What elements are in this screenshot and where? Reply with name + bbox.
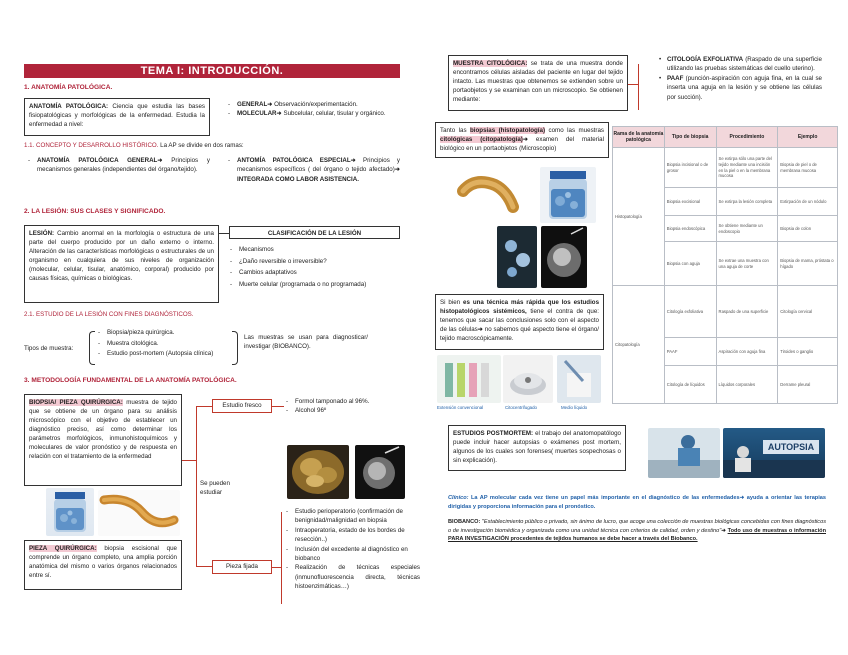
- centrifuge-icon: [503, 355, 553, 403]
- specimen-icon: [98, 490, 180, 536]
- table-row: Biopsia con aguja Se extrae una muestra con una aguja de corte Biopsia de mama, próstata o hígado: [613, 242, 838, 286]
- branch-especial: [228, 156, 400, 184]
- autopsia-photo: [723, 428, 825, 478]
- specimen-icon: [455, 167, 521, 219]
- table-header-row: [613, 127, 838, 148]
- section-1-1-title: 1.1. CONCEPTO Y DESARROLLO HISTÓRICO. La AP se divide en dos ramas:: [24, 142, 244, 149]
- table-row: Biopsia endoscópica Se obtiene mediante un endoscopio Biopsia de colon: [613, 216, 838, 242]
- specimen-jar-icon: [46, 488, 94, 536]
- list-item: - Alcohol 96º: [286, 406, 406, 415]
- biopsy-specimen-photo: [455, 167, 521, 219]
- fijada-list: [286, 507, 420, 592]
- clinico-text: Clínico: La AP molecular cada vez tiene un papel más importante en el diagnóstico de las enfermedades➜ ayuda a orientar las terapias dirigidas y proporciona información para el pronóstico.: [448, 495, 826, 510]
- list-item: - Estudio perioperatorio (confirmación de benignidad/malignidad en biopsia: [286, 507, 420, 526]
- cito-methods-list: [658, 55, 822, 102]
- definition-box: [24, 98, 210, 136]
- list-item: • PAAF (punción-aspiración con aguja fina, en la cual se inserta una aguja en la lesión y se obtiene las células por succión).: [658, 74, 822, 102]
- group-cell: Citopatología: [613, 286, 665, 404]
- column-header: Rama de la anatomía patológica: [613, 127, 665, 148]
- pieza-fijada-box: Pieza fijada: [212, 560, 272, 574]
- se-pueden-label: Se pueden estudiar: [200, 480, 230, 497]
- list-item: - Intraoperatoria, estado de los bordes de resección..): [286, 526, 420, 545]
- biopsia-box: BIOPSIA/ PIEZA QUIRÚRGICA: muestra de tejido que se obtiene de un órgano para su análisis microscópico con el objetivo de establecer un diagnóstico preciso, así como determinar los parámetros morfológicos, inmunohistoquímicos y moleculares de valor pronóstico y de respuesta en relación con el tratamiento de la enfermedad: [24, 394, 182, 486]
- lesion-box: LESIÓN: Cambio anormal en la morfología o estructura de una parte del cuerpo producido por un daño externo o interno. Alteración de las características morfológicas o estructurales de un organismo en cualquiera de sus niveles de organización (molecular, celular, tisular, anatómico, corporal) producido por causas físicas, químicas o biológicas.: [24, 225, 219, 303]
- citologica-box: MUESTRA CITOLÓGICA: se trata de una muestra donde encontramos células aisladas del paciente en lugar del tejido intacto. Las muestras que obtenemos se extienden sobre un portaobjetos y se examinan con un microscopio. Se obtienen mediante:: [448, 55, 628, 111]
- cell-photo: [497, 226, 537, 288]
- levels-list: [228, 100, 400, 119]
- pipette-icon: [557, 355, 601, 403]
- table-row: Histopatología Biopsia incisional o de grosor Se extirpa sólo una parte del tejido mediante una incisión en la piel o en la membrana mucosa Biopsia de piel o de membrana mucosa: [613, 148, 838, 188]
- clasificacion-list: [230, 244, 400, 290]
- jar-photo-2: [540, 167, 596, 223]
- bowel-specimen-icon: [287, 445, 349, 499]
- caption: Medio líquido: [561, 405, 588, 410]
- list-item: - Biopsia/pieza quirúrgica.: [98, 328, 236, 339]
- lab-photo: [648, 428, 720, 478]
- specimen-jar-icon: [540, 167, 596, 223]
- table-row: Citopatología Citología exfoliativa Raspado de una superficie Citología cervical: [613, 286, 838, 338]
- biobanco-text: BIOBANCO: "Establecimiento público o privado, sin ánimo de lucro, que acoge una colección de muestras biológicas concebidas con fines diagnósticos o de investigación biomédica y organizada como una unidad técnica con criterios de calidad, orden y destino"➜ Todo uso de muestras o información PARA INVESTIGACIÓN procedentes de tejidos humanos se debe hacer a través del Biobanco.: [448, 519, 826, 543]
- tanto-box: Tanto las biopsias (histopatología) como las muestras citológicas (citopatología)➜ examen del material biológico en un portaobjetos (Microscopio): [435, 122, 609, 158]
- tipos-uso: Las muestras se usan para diagnosticar/ investigar (BIOBANCO).: [244, 334, 368, 351]
- section-1-title: 1. ANATOMÍA PATOLÓGICA.: [24, 84, 113, 91]
- branch-general: [28, 156, 210, 175]
- postmortem-box: ESTUDIOS POSTMORTEM: el trabajo del anatomopatólogo puede incluir hacer autopsias o exámenes post mortem, algunos de los cuales son forenses( muertes sospechosas o sin explicación).: [448, 425, 626, 471]
- section-2-title: 2. LA LESIÓN: SUS CLASES Y SIGNIFICADO.: [24, 208, 166, 215]
- list-item: - Estudio post-mortem (Autopsia clínica): [98, 349, 236, 360]
- list-item: - ANATOMÍA PATOLÓGICA GENERAL➜ Principios y mecanismos generales (independientes del órgano/tejido).: [28, 156, 210, 175]
- xray-photo-2: [541, 226, 587, 288]
- tipos-label: Tipos de muestra:: [24, 345, 74, 352]
- list-item: - MOLECULAR➜ Subcelular, celular, tisular y orgánico.: [228, 109, 400, 118]
- list-item: - ¿Daño reversible o irreversible?: [230, 256, 400, 268]
- liquid-medium-photo: [557, 355, 601, 403]
- tubes-photo: [437, 355, 501, 403]
- list-item: - ANTOMÍA PATOLÓGICA ESPECIAL➜ Principios y mecanismos específicos ( del órgano o tejido afectado)➜ INTEGRADA COMO LABOR ASISTENCIA.: [228, 156, 400, 184]
- centrifuge-photo: [503, 355, 553, 403]
- group-cell: Histopatología: [613, 148, 665, 286]
- estudio-fresco-box: Estudio fresco: [212, 399, 272, 413]
- section-3-title: 3. METODOLOGÍA FUNDAMENTAL DE LA ANATOMÍA PATOLÓGICA.: [24, 377, 237, 384]
- jar-photo: [46, 488, 94, 536]
- caption: Citocentrifugado: [505, 405, 537, 410]
- column-header: Procedimiento: [716, 127, 778, 148]
- list-item: - Inclusión del excedente al diagnóstico en biobanco: [286, 545, 420, 564]
- test-tubes-icon: [437, 355, 501, 403]
- table-row: Biopsia excisional Se extirpa la lesión completa Extirpación de un nódulo: [613, 188, 838, 216]
- page-title: TEMA I: INTRODUCCIÓN.: [24, 64, 400, 78]
- definition-term: ANATOMÍA PATOLÓGICA:: [29, 103, 109, 110]
- appendix-photo: [98, 490, 180, 536]
- list-item: - Cambios adaptativos: [230, 267, 400, 279]
- list-item: - Muerte celular (programada o no programada): [230, 279, 400, 291]
- autopsia-sign: AUTOPSIA: [763, 440, 819, 454]
- column-header: Tipo de biopsia: [664, 127, 716, 148]
- list-item: - Realización de técnicas especiales (inmunofluorescencia directa, técnicas histoenzimáticas…): [286, 563, 420, 591]
- table-row: Citología de líquidos Líquidos corporales Derrame pleural: [613, 366, 838, 404]
- definition-text: Ciencia que estudia las bases fisiopatológicas y morfológicas de la enfermedad. Estudia la enfermedad a nivel:: [29, 103, 205, 128]
- bowel-photo: [287, 445, 349, 499]
- list-item: - Mecanismos: [230, 244, 400, 256]
- xray-icon: [355, 445, 405, 499]
- list-item: • CITOLOGÍA EXFOLIATIVA (Raspado de una superficie utilizando las pruebas sistemáticas del cuello uterino).: [658, 55, 822, 74]
- biopsy-table: [612, 126, 838, 404]
- pieza-box: PIEZA QUIRÚRGICA: biopsia escisional que comprende un órgano completo, una amplia porción anatómica del mismo o varios órganos relacionados entre sí.: [24, 540, 182, 590]
- fresco-list: [286, 397, 406, 416]
- list-item: - Muestra citológica.: [98, 339, 236, 350]
- xray-photo: [355, 445, 405, 499]
- list-item: - Formol tamponado al 96%.: [286, 397, 406, 406]
- cells-icon: [497, 226, 537, 288]
- column-header: Ejemplo: [778, 127, 838, 148]
- tipos-list: [98, 328, 236, 360]
- table-row: PAAF Aspiración con aguja fina Tiroides o ganglio: [613, 338, 838, 366]
- caption: Extensión convencional: [437, 405, 484, 410]
- si-bien-box: Si bien es una técnica más rápida que los estudios histopatológicos sistémicos, tiene el contra de que: tenemos que sacar las conclusiones solo con el aspecto de las células➜ no sabemos qué aspecto tiene el órgano/ tejido macroscópicamente.: [435, 294, 604, 350]
- lab-worker-icon: [648, 428, 720, 478]
- xray-icon: [541, 226, 587, 288]
- list-item: - GENERAL➜ Observación/experimentación.: [228, 100, 400, 109]
- section-2-1-title: 2.1. ESTUDIO DE LA LESIÓN CON FINES DIAGNÓSTICOS.: [24, 311, 194, 318]
- clasificacion-title: CLASIFICACIÓN DE LA LESIÓN: [229, 226, 400, 239]
